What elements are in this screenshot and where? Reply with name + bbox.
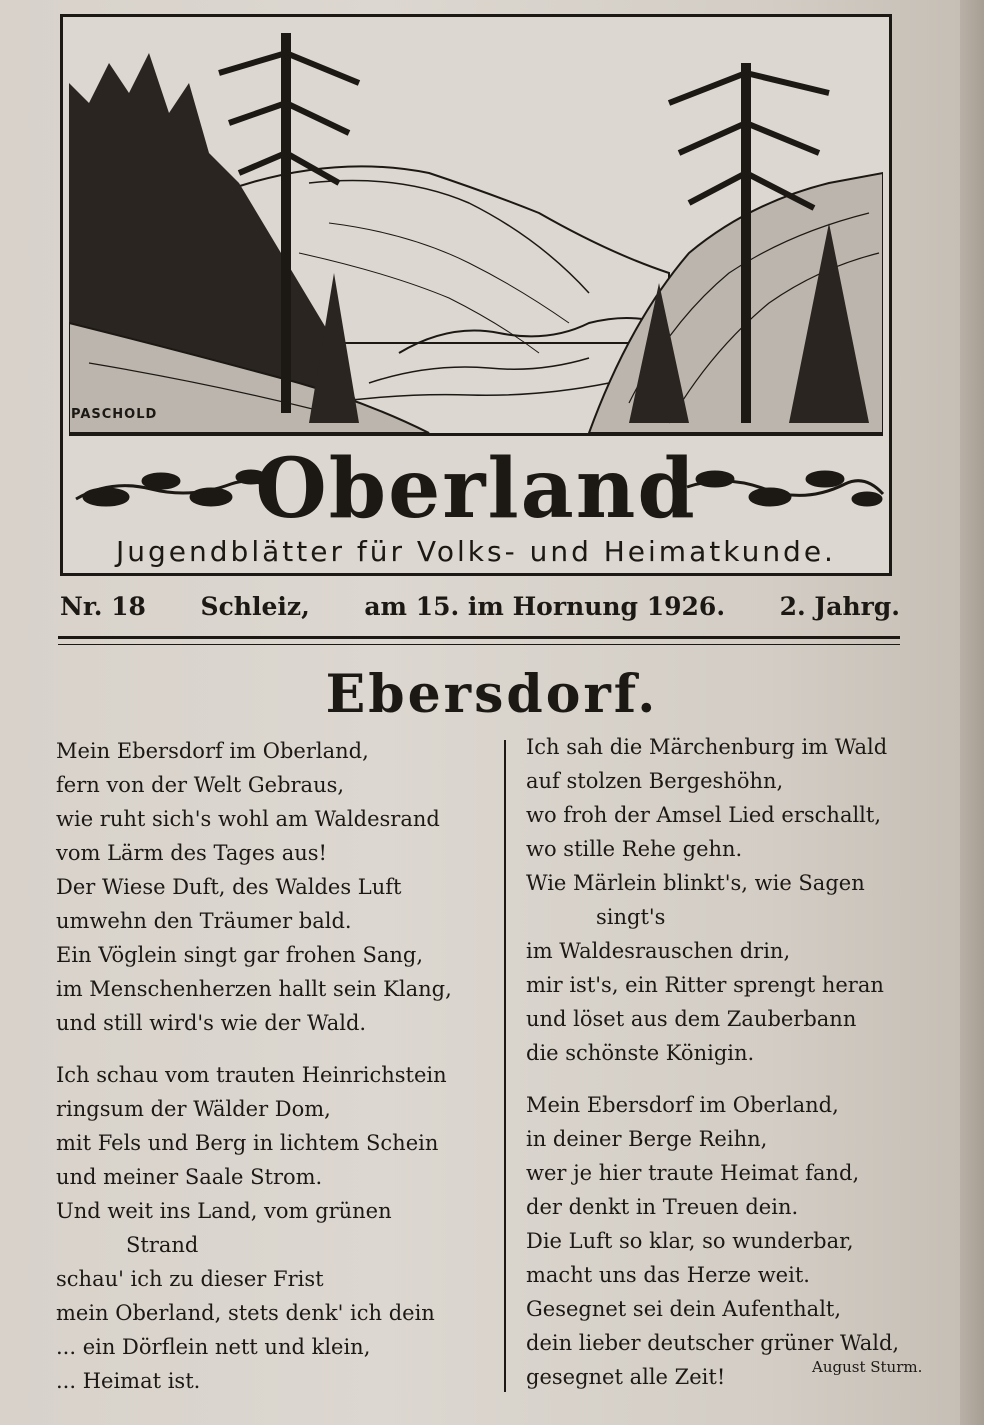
- poem-line: Mein Ebersdorf im Oberland,: [526, 1093, 839, 1117]
- poem-line: und still wird's wie der Wald.: [56, 1011, 367, 1035]
- poem-line: Und weit ins Land, vom grünen: [56, 1199, 392, 1223]
- poem-line: ... ein Dörflein nett und klein,: [56, 1335, 371, 1359]
- poem-line: Der Wiese Duft, des Waldes Luft: [56, 875, 402, 899]
- poem-line: Ich schau vom trauten Heinrichstein: [56, 1063, 447, 1087]
- poem-line: in deiner Berge Reihn,: [526, 1127, 768, 1151]
- masthead: [60, 14, 892, 576]
- poem-line: umwehn den Träumer bald.: [56, 909, 352, 933]
- poem-line: im Menschenherzen hallt sein Klang,: [56, 977, 452, 1001]
- issue-number: Nr. 18: [60, 592, 146, 621]
- poem-line: Die Luft so klar, so wunderbar,: [526, 1229, 854, 1253]
- poem-line: wie ruht sich's wohl am Waldesrand: [56, 807, 440, 831]
- landscape-illustration: [69, 23, 883, 436]
- poem-line: mir ist's, ein Ritter sprengt heran: [526, 973, 884, 997]
- poem-line: Ein Vöglein singt gar frohen Sang,: [56, 943, 424, 967]
- poem-line: vom Lärm des Tages aus!: [56, 841, 327, 865]
- column-divider: [504, 740, 506, 1392]
- stanza: [526, 1088, 936, 1394]
- poem-line: ... Heimat ist.: [56, 1369, 201, 1393]
- poem-line: macht uns das Herze weit.: [526, 1263, 810, 1287]
- forest-valley-drawing: [69, 23, 883, 433]
- poem-line: und meiner Saale Strom.: [56, 1165, 323, 1189]
- poem-line: dein lieber deutscher grüner Wald,: [526, 1331, 900, 1355]
- masthead-title-area: [63, 437, 889, 573]
- adjacent-page-edge: [960, 0, 984, 1425]
- poem-line: mit Fels und Berg in lichtem Schein: [56, 1131, 439, 1155]
- double-rule-bottom: [58, 644, 900, 645]
- poem-line: und löset aus dem Zauberbann: [526, 1007, 857, 1031]
- poem-line: Mein Ebersdorf im Oberland,: [56, 739, 369, 763]
- poem-title: Ebersdorf.: [325, 664, 659, 725]
- poem-line: Strand: [126, 1233, 199, 1257]
- publication-subtitle: Jugendblätter für Volks- und Heimatkunde.: [116, 535, 836, 568]
- stanza: [56, 1058, 484, 1398]
- stanza: [56, 734, 484, 1040]
- artist-signature: PASCHOLD: [71, 407, 158, 422]
- poem-line: wo stille Rehe gehn.: [526, 837, 743, 861]
- issue-date: am 15. im Hornung 1926.: [364, 592, 726, 621]
- poem-author: August Sturm.: [812, 1358, 923, 1376]
- stanza: [526, 730, 936, 1070]
- poem-line: singt's: [596, 905, 666, 929]
- leaf-ornament-right-icon: [685, 459, 885, 519]
- poem-line: der denkt in Treuen dein.: [526, 1195, 799, 1219]
- poem-line: mein Oberland, stets denk' ich dein: [56, 1301, 435, 1325]
- poem-line: auf stolzen Bergeshöhn,: [526, 769, 784, 793]
- issue-info-line: [60, 592, 900, 621]
- poem-left-column: [56, 734, 484, 1416]
- double-rule-top: [58, 636, 900, 639]
- poem-line: wo froh der Amsel Lied erschallt,: [526, 803, 882, 827]
- poem-line: Ich sah die Märchenburg im Wald: [526, 735, 888, 759]
- poem-right-column: [526, 730, 936, 1412]
- poem-line: gesegnet alle Zeit!: [526, 1365, 726, 1389]
- publication-title: Oberland: [255, 441, 697, 537]
- issue-year: 2. Jahrg.: [779, 592, 900, 621]
- poem-line: fern von der Welt Gebraus,: [56, 773, 345, 797]
- poem-line: wer je hier traute Heimat fand,: [526, 1161, 860, 1185]
- poem-line: ringsum der Wälder Dom,: [56, 1097, 331, 1121]
- poem-line: im Waldesrauschen drin,: [526, 939, 791, 963]
- issue-place: Schleiz,: [200, 592, 310, 621]
- poem-line: die schönste Königin.: [526, 1041, 755, 1065]
- poem-line: Gesegnet sei dein Aufenthalt,: [526, 1297, 842, 1321]
- poem-line: schau' ich zu dieser Frist: [56, 1267, 324, 1291]
- poem-line: Wie Märlein blinkt's, wie Sagen: [526, 871, 865, 895]
